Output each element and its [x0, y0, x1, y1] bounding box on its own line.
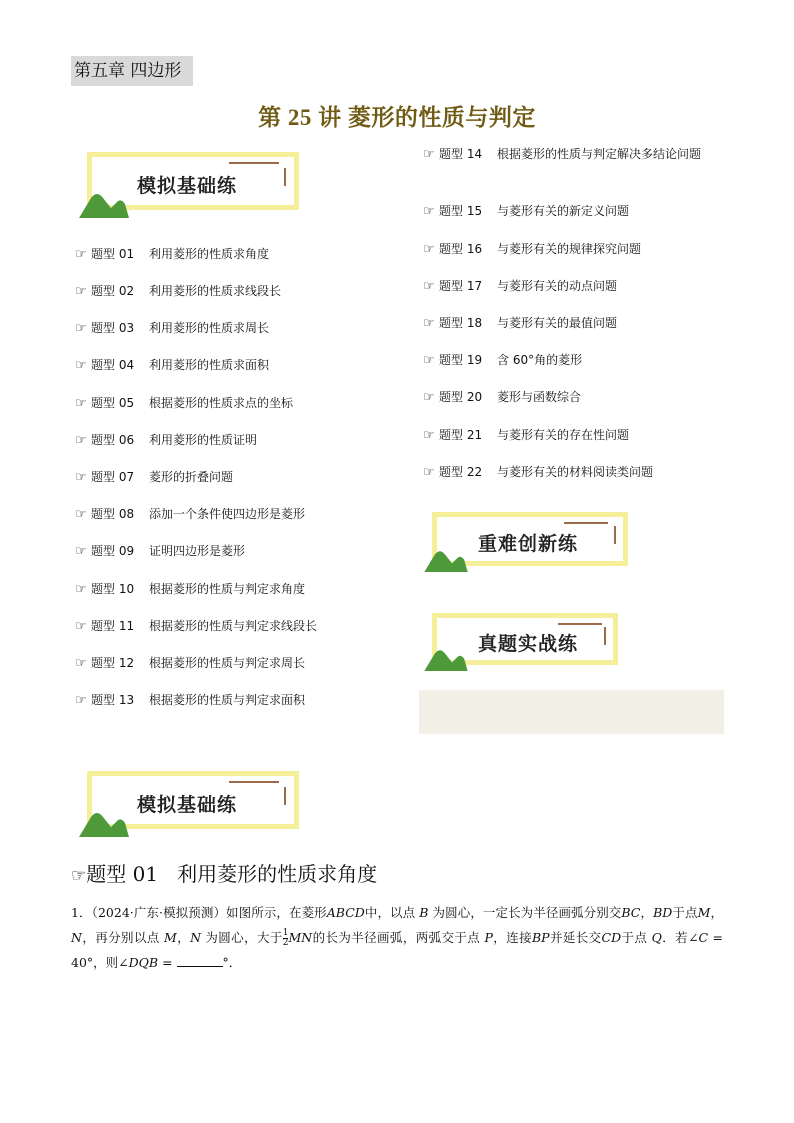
pointing-hand-icon: ☞	[71, 866, 87, 886]
list-item[interactable]: ☞ 题型 10 根据菱形的性质与判定求角度	[75, 581, 306, 597]
lecture-title: 第 25 讲 菱形的性质与判定	[258, 105, 536, 130]
list-item[interactable]: ☞ 题型 20 菱形与函数综合	[423, 389, 582, 405]
list-item[interactable]: ☞ 题型 05 根据菱形的性质求点的坐标	[75, 395, 294, 411]
pointing-hand-icon: ☞	[423, 464, 435, 480]
pointing-hand-icon: ☞	[75, 357, 87, 373]
pointing-hand-icon: ☞	[75, 395, 87, 411]
list-item[interactable]: ☞ 题型 08 添加一个条件使四边形是菱形	[75, 506, 306, 522]
list-item[interactable]: ☞ 题型 09 证明四边形是菱形	[75, 543, 246, 559]
placeholder-box	[419, 690, 724, 734]
mountain-icon	[424, 645, 468, 671]
chapter-label: 第五章 四边形	[71, 56, 193, 86]
banner-basic-text: 模拟基础练	[137, 175, 238, 197]
list-item[interactable]: ☞ 题型 15 与菱形有关的新定义问题	[423, 203, 630, 219]
banner-real	[424, 613, 620, 671]
pointing-hand-icon: ☞	[75, 543, 87, 559]
mountain-icon	[79, 807, 129, 837]
list-item[interactable]: ☞ 题型 22 与菱形有关的材料阅读类问题	[423, 464, 654, 480]
list-item[interactable]: ☞ 题型 21 与菱形有关的存在性问题	[423, 427, 630, 443]
pointing-hand-icon: ☞	[75, 506, 87, 522]
pointing-hand-icon: ☞	[423, 241, 435, 257]
banner-basic2-text: 模拟基础练	[137, 794, 238, 816]
pointing-hand-icon: ☞	[75, 469, 87, 485]
pointing-hand-icon: ☞	[423, 278, 435, 294]
banner-hard	[424, 512, 629, 572]
banner-hard-text: 重难创新练	[478, 533, 579, 555]
pointing-hand-icon: ☞	[423, 352, 435, 368]
pointing-hand-icon: ☞	[75, 246, 87, 262]
pointing-hand-icon: ☞	[423, 203, 435, 219]
list-item[interactable]: ☞ 题型 07 菱形的折叠问题	[75, 469, 234, 485]
pointing-hand-icon: ☞	[423, 427, 435, 443]
pointing-hand-icon: ☞	[423, 389, 435, 405]
list-item[interactable]: ☞ 题型 14 根据菱形的性质与判定解决多结论问题	[423, 144, 723, 165]
pointing-hand-icon: ☞	[423, 315, 435, 331]
list-item[interactable]: ☞ 题型 13 根据菱形的性质与判定求面积	[75, 692, 306, 708]
section-heading: ☞题型 01 利用菱形的性质求角度	[71, 862, 378, 886]
mountain-icon	[79, 188, 129, 218]
pointing-hand-icon: ☞	[75, 283, 87, 299]
pointing-hand-icon: ☞	[75, 581, 87, 597]
pointing-hand-icon: ☞	[423, 146, 435, 162]
answer-blank[interactable]	[177, 954, 223, 967]
list-item[interactable]: ☞ 题型 17 与菱形有关的动点问题	[423, 278, 618, 294]
list-item[interactable]: ☞ 题型 12 根据菱形的性质与判定求周长	[75, 655, 306, 671]
list-item[interactable]: ☞ 题型 06 利用菱形的性质证明	[75, 432, 258, 448]
list-item[interactable]: ☞ 题型 19 含 60°角的菱形	[423, 352, 583, 368]
list-item[interactable]: ☞ 题型 01 利用菱形的性质求角度	[75, 246, 270, 262]
pointing-hand-icon: ☞	[75, 655, 87, 671]
banner-real-text: 真题实战练	[478, 633, 579, 655]
pointing-hand-icon: ☞	[75, 692, 87, 708]
pointing-hand-icon: ☞	[75, 432, 87, 448]
list-item[interactable]: ☞ 题型 16 与菱形有关的规律探究问题	[423, 241, 642, 257]
question-1: 1．（2024·广东·模拟预测）如图所示，在菱形ABCD中，以点 B 为圆心，一定长为半径画弧分别交BC，BD于点M，N，再分别以点 M，N 为圆心，大于 $\frac{1}{2}$ MN的长为半径画弧，两弧交于点 P，连接BP并延长交CD于点 Q．若∠C = 40°，则∠DQB = °．	[71, 905, 723, 970]
list-item[interactable]: ☞ 题型 18 与菱形有关的最值问题	[423, 315, 618, 331]
pointing-hand-icon: ☞	[75, 320, 87, 336]
list-item[interactable]: ☞ 题型 03 利用菱形的性质求周长	[75, 320, 270, 336]
pointing-hand-icon: ☞	[75, 618, 87, 634]
banner-basic	[79, 152, 301, 216]
banner-basic-section	[79, 771, 301, 835]
list-item[interactable]: ☞ 题型 11 根据菱形的性质与判定求线段长	[75, 618, 318, 634]
list-item[interactable]: ☞ 题型 04 利用菱形的性质求面积	[75, 357, 270, 373]
mountain-icon	[424, 546, 468, 572]
list-item[interactable]: ☞ 题型 02 利用菱形的性质求线段长	[75, 283, 282, 299]
